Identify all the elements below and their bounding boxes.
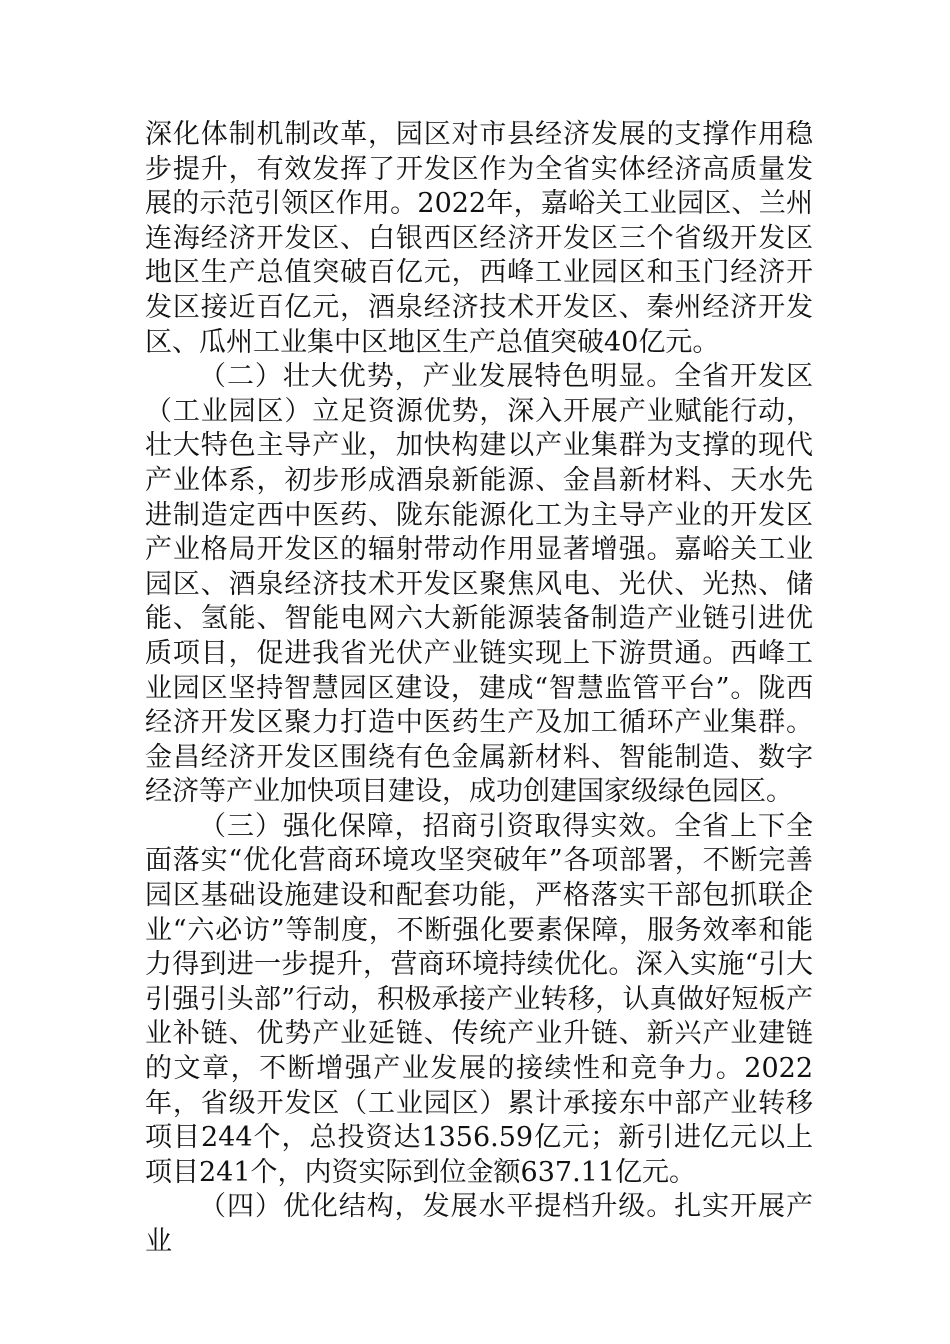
paragraph-2-heading: （二）壮大优势，产业发展特色明显。	[199, 361, 675, 393]
paragraph-4-text: 扎实开展产业	[145, 1191, 814, 1257]
paragraph-3-text: 全省上下全面落实“优化营商环境攻坚突破年”各项部署，不断完善园区基础设施建设和配套功能，严格落实干部包抓联企业“六必访”等制度，不断强化要素保障，服务效率和能力得到进一步提升，营商环境持续优化。深入实施“引大引强引头部”行动，积极承接产业转移，认真做好短板产业补链、优势产业延链、传统产业升链、新兴产业建链的文章，不断增强产业发展的接续性和竞争力。2022年，省级开发区（工业园区）累计承接东中部产业转移项目244个，总投资达1356.59亿元；新引进亿元以上项目241个，内资实际到位金额637.11亿元。	[145, 810, 814, 1188]
paragraph-4	[145, 1190, 813, 1259]
paragraph-2-text: 全省开发区（工业园区）立足资源优势，深入开展产业赋能行动，壮大特色主导产业，加快构建以产业集群为支撑的现代产业体系，初步形成酒泉新能源、金昌新材料、天水先进制造定西中医药、陇东能源化工为主导产业的开发区产业格局开发区的辐射带动作用显著增强。嘉峪关工业园区、酒泉经济技术开发区聚焦风电、光伏、光热、储能、氢能、智能电网六大新能源装备制造产业链引进优质项目，促进我省光伏产业链实现上下游贯通。西峰工业园区坚持智慧园区建设，建成“智慧监管平台”。陇西经济开发区聚力打造中医药生产及加工循环产业集群。金昌经济开发区围绕有色金属新材料、智能制造、数字经济等产业加快项目建设，成功创建国家级绿色园区。	[145, 361, 814, 808]
paragraph-2	[145, 360, 813, 810]
paragraph-1-text: 深化体制机制改革，园区对市县经济发展的支撑作用稳步提升，有效发挥了开发区作为全省实体经济高质量发展的示范引领区作用。2022年，嘉峪关工业园区、兰州连海经济开发区、白银西区经济开发区三个省级开发区地区生产总值突破百亿元，西峰工业园区和玉门经济开发区接近百亿元，酒泉经济技术开发区、秦州经济开发区、瓜州工业集中区地区生产总值突破40亿元。	[145, 119, 813, 358]
body-text	[145, 118, 813, 1260]
paragraph-1	[145, 118, 813, 360]
paragraph-3-heading: （三）强化保障，招商引资取得实效。	[199, 810, 675, 842]
paragraph-4-heading: （四）优化结构，发展水平提档升级。	[199, 1191, 675, 1223]
paragraph-3	[145, 810, 813, 1191]
